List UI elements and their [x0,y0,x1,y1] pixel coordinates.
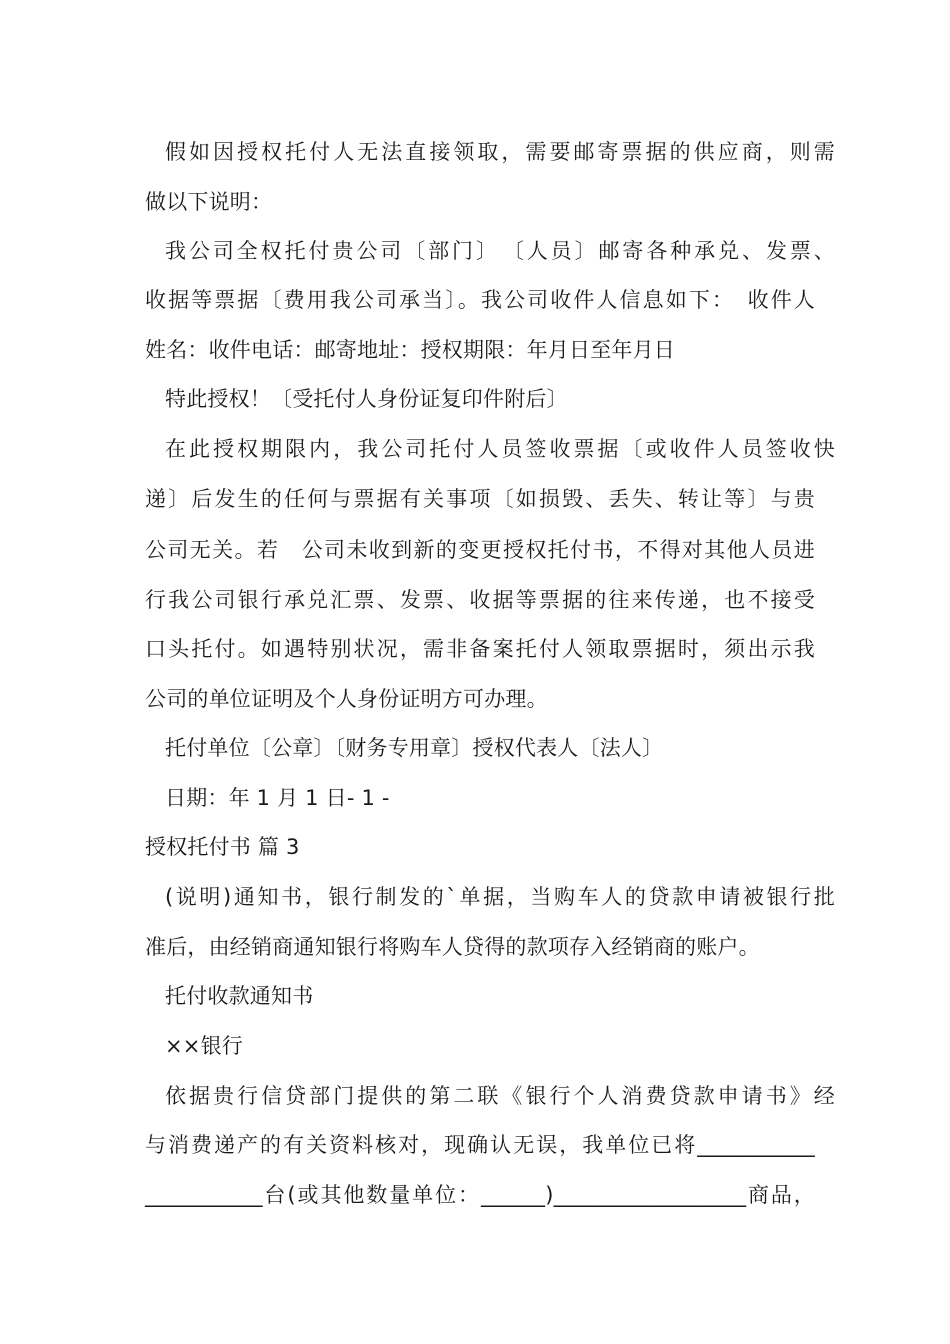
paragraph-line: 假如因授权托付人无法直接领取，需要邮寄票据的供应商，则需 [165,140,835,164]
date-line: 日期：年 1 月 1 日- 1 - [165,786,390,810]
paragraph-line: ___________台(或其他数量单位：______)__________________商品， [145,1183,815,1207]
paragraph-line: 托付单位〔公章〕〔财务专用章〕授权代表人〔法人〕 [165,736,664,760]
paragraph-line: 我公司全权托付贵公司〔部门〕 〔人员〕邮寄各种承兑、发票、 [165,239,835,263]
paragraph-line: 公司的单位证明及个人身份证明方可办理。 [145,687,548,711]
paragraph-line: 依据贵行信贷部门提供的第二联《银行个人消费贷款申请书》经 [165,1084,835,1108]
paragraph-line: 特此授权！〔受托付人身份证复印件附后〕 [165,387,568,411]
paragraph-line: 准后，由经销商通知银行将购车人贷得的款项存入经销商的账户。 [145,935,760,959]
paragraph-line: 行我公司银行承兑汇票、发票、收据等票据的往来传递，也不接受 [145,588,815,612]
paragraph-line: 口头托付。如遇特别状况，需非备案托付人领取票据时，须出示我 [145,637,815,661]
paragraph-line: 与消费递产的有关资料核对，现确认无误，我单位已将___________ [145,1133,815,1157]
section-heading: 授权托付书 篇 3 [145,835,300,859]
paragraph-line: 公司无关。若 公司未收到新的变更授权托付书，不得对其他人员进 [145,538,815,562]
paragraph-line: 递〕后发生的任何与票据有关事项〔如损毁、丢失、转让等〕与贵 [145,487,815,511]
paragraph-line: 做以下说明： [145,190,273,214]
paragraph-line: 姓名：收件电话：邮寄地址：授权期限：年月日至年月日 [145,338,675,362]
paragraph-line: 收据等票据〔费用我公司承当〕。我公司收件人信息如下： 收件人 [145,288,815,312]
paragraph-line: (说明)通知书，银行制发的`单据，当购车人的贷款申请被银行批 [165,885,835,909]
bank-name: ××银行 [165,1034,243,1058]
paragraph-line: 在此授权期限内，我公司托付人员签收票据〔或收件人员签收快 [165,437,835,461]
notice-title: 托付收款通知书 [165,984,314,1008]
